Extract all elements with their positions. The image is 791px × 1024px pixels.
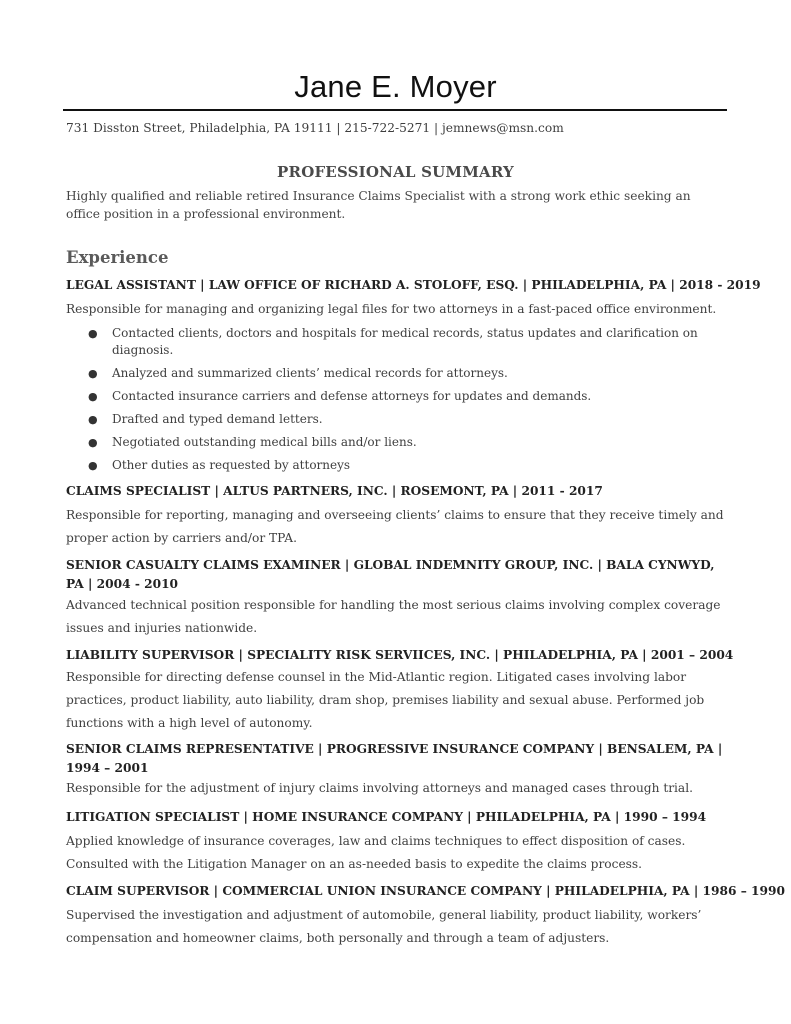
bullet-text: Negotiated outstanding medical bills and/or liens. bbox=[112, 435, 417, 449]
name-divider bbox=[63, 109, 727, 111]
list-item bbox=[66, 365, 726, 382]
job-title-legal-assistant: LEGAL ASSISTANT | LAW OFFICE OF RICHARD A. STOLOFF, ESQ. | PHILADELPHIA, PA | 2018 - 2019 bbox=[66, 278, 761, 292]
bullet-text: Contacted insurance carriers and defense attorneys for updates and demands. bbox=[112, 389, 592, 403]
bullet-icon: ● bbox=[88, 327, 98, 340]
contact-line: 731 Disston Street, Philadelphia, PA 19111 | 215-722-5271 | jemnews@msn.com bbox=[66, 121, 564, 135]
bullet-icon: ● bbox=[88, 459, 98, 472]
bullet-icon: ● bbox=[88, 413, 98, 426]
bullet-icon: ● bbox=[88, 367, 98, 380]
list-item bbox=[66, 457, 726, 474]
job-title-senior-casualty-claims-examiner: SENIOR CASUALTY CLAIMS EXAMINER | GLOBAL INDEMNITY GROUP, INC. | BALA CYNWYD, PA | 2004 - 2010 bbox=[66, 558, 715, 591]
job-description-claims-specialist: Responsible for reporting, managing and overseeing clients’ claims to ensure that they receive timely and proper action by carriers and/or TPA. bbox=[66, 508, 724, 545]
job-description-claim-supervisor: Supervised the investigation and adjustment of automobile, general liability, product liability, workers’ compensation and homeowner claims, both personally and through a team of adjusters. bbox=[66, 908, 702, 945]
bullet-text: Drafted and typed demand letters. bbox=[112, 412, 323, 426]
bullet-text: Other duties as requested by attorneys bbox=[112, 458, 351, 472]
job-description-litigation-specialist: Applied knowledge of insurance coverages, law and claims techniques to effect disposition of cases. Consulted with the Litigation Manager on an as-needed basis to expedite the claims process. bbox=[66, 834, 686, 871]
list-item bbox=[66, 434, 726, 451]
legal-assistant-duties-list bbox=[66, 325, 726, 480]
experience-heading: Experience bbox=[66, 248, 169, 267]
job-title-claim-supervisor: CLAIM SUPERVISOR | COMMERCIAL UNION INSURANCE COMPANY | PHILADELPHIA, PA | 1986 – 1990 bbox=[66, 884, 785, 898]
list-item bbox=[66, 325, 726, 359]
list-item bbox=[66, 388, 726, 405]
job-description-senior-casualty-claims-examiner: Advanced technical position responsible for handling the most serious claims involving complex coverage issues and injuries nationwide. bbox=[66, 598, 721, 635]
job-description-liability-supervisor: Responsible for directing defense counsel in the Mid-Atlantic region. Litigated cases involving labor practices, product liability, auto liability, dram shop, premises liability and sexual abuse. Performed job functions with a high level of autonomy. bbox=[66, 670, 705, 730]
bullet-icon: ● bbox=[88, 390, 98, 403]
job-description-senior-claims-representative: Responsible for the adjustment of injury claims involving attorneys and managed cases through trial. bbox=[66, 781, 693, 795]
candidate-name: Jane E. Moyer bbox=[294, 69, 497, 104]
job-description-legal-assistant: Responsible for managing and organizing legal files for two attorneys in a fast-paced office environment. bbox=[66, 302, 717, 316]
job-title-liability-supervisor: LIABILITY SUPERVISOR | SPECIALITY RISK SERVIICES, INC. | PHILADELPHIA, PA | 2001 – 2004 bbox=[66, 648, 734, 662]
job-title-senior-claims-representative: SENIOR CLAIMS REPRESENTATIVE | PROGRESSIVE INSURANCE COMPANY | BENSALEM, PA | 1994 – 2001 bbox=[66, 742, 723, 775]
bullet-icon: ● bbox=[88, 436, 98, 449]
job-title-claims-specialist: CLAIMS SPECIALIST | ALTUS PARTNERS, INC. | ROSEMONT, PA | 2011 - 2017 bbox=[66, 484, 603, 498]
bullet-text: Contacted clients, doctors and hospitals for medical records, status updates and clarification on diagnosis. bbox=[112, 326, 698, 357]
summary-heading: PROFESSIONAL SUMMARY bbox=[277, 163, 514, 181]
bullet-text: Analyzed and summarized clients’ medical records for attorneys. bbox=[112, 366, 508, 380]
job-title-litigation-specialist: LITIGATION SPECIALIST | HOME INSURANCE COMPANY | PHILADELPHIA, PA | 1990 – 1994 bbox=[66, 810, 707, 824]
summary-text: Highly qualified and reliable retired Insurance Claims Specialist with a strong work ethic seeking an office position in a professional environment. bbox=[66, 189, 691, 221]
list-item bbox=[66, 411, 726, 428]
